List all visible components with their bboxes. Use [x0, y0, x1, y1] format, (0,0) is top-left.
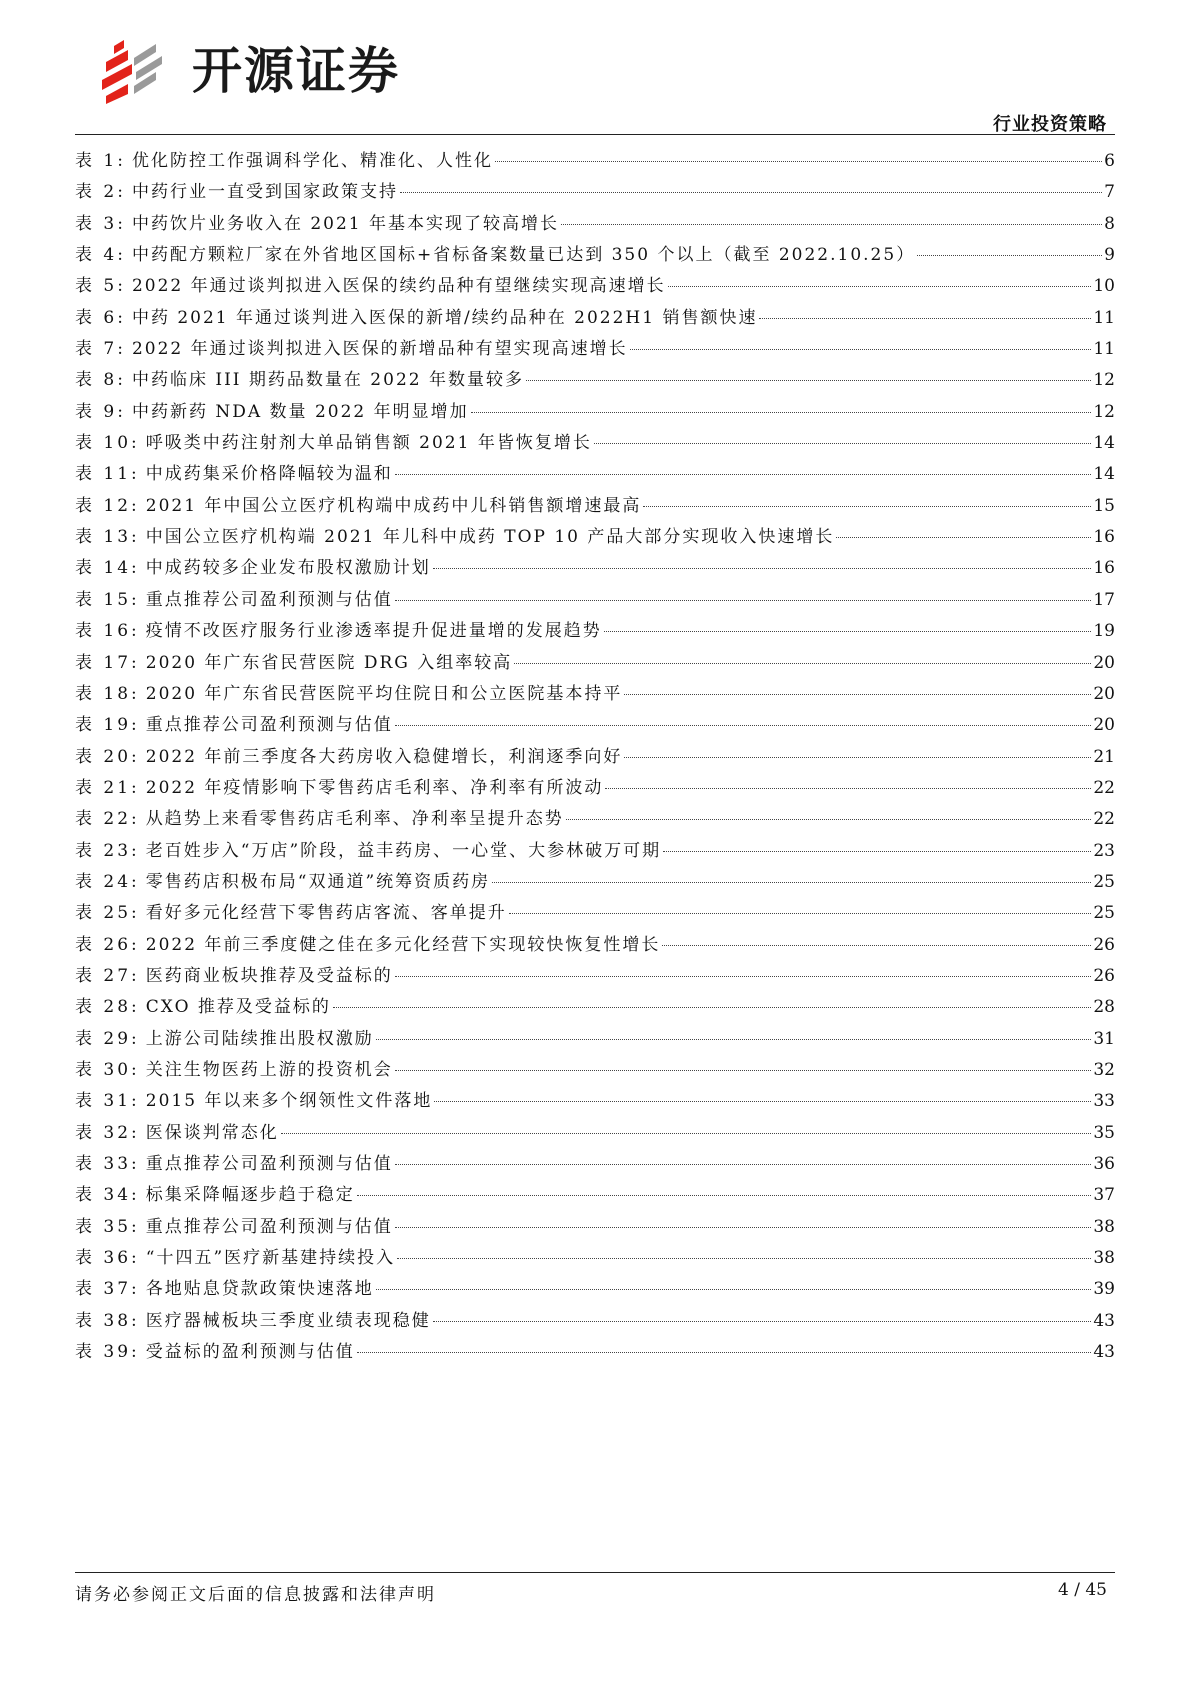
toc-entry-page: 20 — [1093, 652, 1115, 673]
toc-dot-leader — [566, 819, 1092, 820]
brand-name: 开源证券 — [192, 42, 400, 100]
toc-entry-page: 37 — [1093, 1185, 1115, 1206]
toc-dot-leader — [395, 976, 1092, 977]
toc-entry-page: 31 — [1093, 1028, 1115, 1049]
toc-entry-title: 中国公立医疗机构端 2021 年儿科中成药 TOP 10 产品大部分实现收入快速增长 — [145, 527, 835, 548]
toc-entry-label: 表 27: — [75, 965, 140, 986]
toc-entry-page: 12 — [1093, 370, 1115, 391]
brand-logo — [98, 36, 400, 106]
footer-disclaimer: 请务必参阅正文后面的信息披露和法律声明 — [75, 1585, 436, 1605]
toc-dot-leader — [509, 913, 1092, 914]
toc-entry[interactable] — [75, 1055, 1115, 1086]
toc-dot-leader — [643, 506, 1091, 507]
toc-dot-leader — [400, 192, 1102, 193]
toc-entry[interactable] — [75, 553, 1115, 584]
toc-entry-label: 表 35: — [75, 1216, 140, 1237]
toc-entry-page: 26 — [1093, 965, 1115, 986]
toc-dot-leader — [471, 412, 1092, 413]
toc-entry-page: 43 — [1093, 1310, 1115, 1331]
toc-dot-leader — [495, 161, 1102, 162]
toc-entry-page: 10 — [1093, 276, 1115, 297]
toc-dot-leader — [630, 349, 1092, 350]
toc-entry-page: 8 — [1104, 213, 1115, 234]
toc-entry-title: 零售药店积极布局“双通道”统筹资质药房 — [145, 871, 491, 892]
toc-entry-title: 中药饮片业务收入在 2021 年基本实现了较高增长 — [131, 213, 560, 234]
toc-entry[interactable] — [75, 1243, 1115, 1274]
toc-entry[interactable] — [75, 491, 1115, 522]
toc-entry-title: 中药临床 III 期药品数量在 2022 年数量较多 — [131, 370, 524, 391]
toc-entry-title: 2022 年前三季度健之佳在多元化经营下实现较快恢复性增长 — [145, 934, 661, 955]
toc-dot-leader — [433, 568, 1092, 569]
toc-dot-leader — [759, 318, 1091, 319]
toc-entry[interactable] — [75, 836, 1115, 867]
toc-entry-title: 中药行业一直受到国家政策支持 — [131, 182, 398, 203]
toc-dot-leader — [514, 663, 1091, 664]
toc-entry[interactable] — [75, 1024, 1115, 1055]
toc-entry-label: 表 7: — [75, 339, 126, 360]
toc-dot-leader — [357, 1195, 1092, 1196]
toc-entry[interactable] — [75, 1180, 1115, 1211]
toc-entry[interactable] — [75, 365, 1115, 396]
toc-entry-label: 表 17: — [75, 652, 140, 673]
toc-entry-title: 各地贴息贷款政策快速落地 — [145, 1279, 374, 1300]
toc-dot-leader — [624, 694, 1091, 695]
toc-entry-label: 表 33: — [75, 1154, 140, 1174]
toc-entry-page: 38 — [1093, 1216, 1115, 1237]
toc-entry-title: 重点推荐公司盈利预测与估值 — [145, 1154, 393, 1174]
toc-dot-leader — [662, 945, 1091, 946]
toc-entry-page: 12 — [1093, 401, 1115, 422]
toc-entry[interactable] — [75, 1086, 1115, 1117]
toc-dot-leader — [561, 224, 1102, 225]
toc-entry-title: 2022 年通过谈判拟进入医保的新增品种有望实现高速增长 — [131, 339, 628, 360]
toc-entry[interactable] — [75, 1274, 1115, 1305]
toc-dot-leader — [395, 1164, 1092, 1165]
toc-entry-page: 35 — [1093, 1122, 1115, 1143]
toc-entry-label: 表 4: — [75, 245, 126, 266]
toc-entry-label: 表 3: — [75, 213, 126, 234]
toc-dot-leader — [605, 788, 1091, 789]
toc-entry[interactable] — [75, 1149, 1115, 1180]
toc-entry-page: 32 — [1093, 1059, 1115, 1080]
toc-dot-leader — [395, 474, 1092, 475]
toc-entry-label: 表 12: — [75, 495, 140, 516]
toc-entry-title: 2022 年通过谈判拟进入医保的续约品种有望继续实现高速增长 — [131, 276, 666, 297]
toc-dot-leader — [594, 443, 1092, 444]
toc-entry-page: 14 — [1093, 464, 1115, 485]
toc-entry[interactable] — [75, 804, 1115, 835]
toc-entry-title: 2022 年前三季度各大药房收入稳健增长，利润逐季向好 — [145, 746, 623, 767]
toc-entry[interactable] — [75, 585, 1115, 616]
toc-entry-title: 2021 年中国公立医疗机构端中成药中儿科销售额增速最高 — [145, 495, 642, 516]
toc-entry-page: 11 — [1093, 307, 1115, 328]
toc-entry-title: 关注生物医药上游的投资机会 — [145, 1059, 393, 1080]
toc-entry-page: 20 — [1093, 715, 1115, 736]
toc-entry[interactable] — [75, 522, 1115, 553]
toc-entry-page: 17 — [1093, 589, 1115, 610]
toc-entry[interactable] — [75, 742, 1115, 773]
toc-dot-leader — [492, 882, 1091, 883]
footer-divider — [75, 1572, 1115, 1573]
toc-entry-label: 表 11: — [75, 464, 140, 485]
toc-entry-page: 22 — [1093, 777, 1115, 798]
toc-entry-page: 14 — [1093, 433, 1115, 454]
toc-entry[interactable] — [75, 648, 1115, 679]
toc-entry-title: 重点推荐公司盈利预测与估值 — [145, 1216, 393, 1237]
toc-dot-leader — [357, 1352, 1092, 1353]
toc-entry-label: 表 34: — [75, 1185, 140, 1206]
toc-entry-label: 表 15: — [75, 589, 140, 610]
header-divider — [75, 134, 1115, 135]
toc-entry[interactable] — [75, 303, 1115, 334]
toc-entry-label: 表 10: — [75, 433, 140, 454]
toc-entry-title: 2015 年以来多个纲领性文件落地 — [145, 1091, 433, 1112]
toc-entry-title: 看好多元化经营下零售药店客流、客单提升 — [145, 903, 507, 924]
toc-entry-page: 33 — [1093, 1091, 1115, 1112]
toc-entry-label: 表 26: — [75, 934, 140, 955]
toc-entry-page: 28 — [1093, 997, 1115, 1018]
toc-entry-title: 中药新药 NDA 数量 2022 年明显增加 — [131, 401, 469, 422]
toc-entry-title: “十四五”医疗新基建持续投入 — [145, 1248, 396, 1269]
toc-entry-label: 表 9: — [75, 401, 126, 422]
toc-entry[interactable] — [75, 1212, 1115, 1243]
toc-entry-label: 表 22: — [75, 809, 140, 830]
toc-entry-page: 36 — [1093, 1154, 1115, 1174]
toc-dot-leader — [395, 600, 1092, 601]
toc-entry-title: 呼吸类中药注射剂大单品销售额 2021 年皆恢复增长 — [145, 433, 592, 454]
toc-entry[interactable] — [75, 961, 1115, 992]
toc-entry-page: 20 — [1093, 683, 1115, 704]
toc-dot-leader — [397, 1258, 1091, 1259]
toc-entry-label: 表 20: — [75, 746, 140, 767]
toc-dot-leader — [395, 1070, 1092, 1071]
toc-entry-page: 16 — [1093, 527, 1115, 548]
toc-dot-leader — [663, 851, 1091, 852]
toc-entry-label: 表 25: — [75, 903, 140, 924]
toc-entry-label: 表 29: — [75, 1028, 140, 1049]
toc-entry-title: 老百姓步入“万店”阶段，益丰药房、一心堂、大参林破万可期 — [145, 840, 662, 861]
toc-entry-page: 39 — [1093, 1279, 1115, 1300]
toc-entry-label: 表 36: — [75, 1248, 140, 1269]
toc-entry-label: 表 8: — [75, 370, 126, 391]
toc-entry-title: 2020 年广东省民营医院 DRG 入组率较高 — [145, 652, 513, 673]
toc-entry-title: 医药商业板块推荐及受益标的 — [145, 965, 393, 986]
toc-entry[interactable] — [75, 992, 1115, 1023]
toc-entry[interactable] — [75, 1337, 1115, 1368]
toc-entry-title: 上游公司陆续推出股权激励 — [145, 1028, 374, 1049]
toc-dot-leader — [376, 1289, 1092, 1290]
toc-entry-page: 38 — [1093, 1248, 1115, 1269]
toc-entry-label: 表 23: — [75, 840, 140, 861]
toc-entry-label: 表 14: — [75, 558, 140, 579]
toc-entry[interactable] — [75, 1306, 1115, 1337]
toc-entry[interactable] — [75, 898, 1115, 929]
toc-dot-leader — [281, 1133, 1092, 1134]
toc-entry-title: 中药配方颗粒厂家在外省地区国标+省标备案数量已达到 350 个以上（截至 2022.10.25） — [131, 245, 916, 266]
page-number: 4 / 45 — [1058, 1580, 1107, 1600]
toc-entry-label: 表 30: — [75, 1059, 140, 1080]
toc-entry-label: 表 31: — [75, 1091, 140, 1112]
table-of-tables — [75, 146, 1115, 1368]
toc-entry-title: 受益标的盈利预测与估值 — [145, 1342, 355, 1363]
toc-entry-label: 表 38: — [75, 1310, 140, 1331]
toc-entry[interactable] — [75, 428, 1115, 459]
toc-entry[interactable] — [75, 773, 1115, 804]
toc-entry-page: 19 — [1093, 621, 1115, 642]
toc-entry[interactable] — [75, 459, 1115, 490]
toc-entry-label: 表 32: — [75, 1122, 140, 1143]
toc-dot-leader — [624, 757, 1091, 758]
toc-entry-label: 表 2: — [75, 182, 126, 203]
toc-entry-title: 标集采降幅逐步趋于稳定 — [145, 1185, 355, 1206]
toc-entry-page: 11 — [1093, 339, 1115, 360]
toc-entry-page: 25 — [1093, 871, 1115, 892]
toc-entry[interactable] — [75, 930, 1115, 961]
toc-entry-page: 23 — [1093, 840, 1115, 861]
toc-entry-page: 43 — [1093, 1342, 1115, 1363]
toc-entry[interactable] — [75, 146, 1115, 177]
toc-entry[interactable] — [75, 397, 1115, 428]
toc-entry-label: 表 18: — [75, 683, 140, 704]
toc-entry[interactable] — [75, 177, 1115, 208]
toc-entry-label: 表 1: — [75, 151, 126, 171]
toc-entry[interactable] — [75, 271, 1115, 302]
toc-entry[interactable] — [75, 209, 1115, 240]
toc-dot-leader — [836, 537, 1091, 538]
toc-entry-page: 9 — [1104, 245, 1115, 266]
toc-dot-leader — [668, 286, 1092, 287]
toc-entry-page: 21 — [1093, 746, 1115, 767]
toc-entry-title: 医疗器械板块三季度业绩表现稳健 — [145, 1310, 431, 1331]
toc-entry-title: 中成药较多企业发布股权激励计划 — [145, 558, 431, 579]
toc-entry-title: 优化防控工作强调科学化、精准化、人性化 — [131, 151, 493, 171]
toc-dot-leader — [917, 255, 1102, 256]
toc-entry-title: 中成药集采价格降幅较为温和 — [145, 464, 393, 485]
toc-entry-page: 15 — [1093, 495, 1115, 516]
toc-dot-leader — [526, 380, 1091, 381]
toc-entry-label: 表 37: — [75, 1279, 140, 1300]
toc-dot-leader — [395, 1227, 1092, 1228]
report-category: 行业投资策略 — [993, 114, 1107, 135]
toc-entry-title: 中药 2021 年通过谈判进入医保的新增/续约品种在 2022H1 销售额快速 — [131, 307, 758, 328]
toc-entry-title: 疫情不改医疗服务行业渗透率提升促进量增的发展趋势 — [145, 621, 602, 642]
toc-entry[interactable] — [75, 867, 1115, 898]
toc-entry-title: CXO 推荐及受益标的 — [145, 997, 331, 1018]
toc-entry-label: 表 6: — [75, 307, 126, 328]
toc-dot-leader — [604, 631, 1092, 632]
toc-entry-label: 表 13: — [75, 527, 140, 548]
toc-entry-title: 重点推荐公司盈利预测与估值 — [145, 715, 393, 736]
kaiyuan-logo-icon — [98, 36, 182, 106]
toc-entry-title: 2020 年广东省民营医院平均住院日和公立医院基本持平 — [145, 683, 623, 704]
toc-dot-leader — [333, 1007, 1091, 1008]
toc-entry-page: 25 — [1093, 903, 1115, 924]
toc-entry-page: 6 — [1104, 151, 1115, 171]
toc-entry-page: 16 — [1093, 558, 1115, 579]
toc-entry-label: 表 21: — [75, 777, 140, 798]
toc-entry-label: 表 39: — [75, 1342, 140, 1363]
toc-entry[interactable] — [75, 240, 1115, 271]
toc-dot-leader — [376, 1039, 1092, 1040]
toc-entry-label: 表 28: — [75, 997, 140, 1018]
toc-entry-title: 从趋势上来看零售药店毛利率、净利率呈提升态势 — [145, 809, 564, 830]
toc-entry[interactable] — [75, 710, 1115, 741]
toc-entry-label: 表 5: — [75, 276, 126, 297]
toc-entry[interactable] — [75, 1118, 1115, 1149]
toc-entry-title: 重点推荐公司盈利预测与估值 — [145, 589, 393, 610]
toc-entry[interactable] — [75, 679, 1115, 710]
toc-entry-page: 22 — [1093, 809, 1115, 830]
toc-dot-leader — [433, 1321, 1092, 1322]
toc-entry-title: 医保谈判常态化 — [145, 1122, 279, 1143]
toc-entry-label: 表 19: — [75, 715, 140, 736]
toc-dot-leader — [434, 1101, 1091, 1102]
toc-entry-label: 表 16: — [75, 621, 140, 642]
toc-entry-title: 2022 年疫情影响下零售药店毛利率、净利率有所波动 — [145, 777, 604, 798]
toc-entry-label: 表 24: — [75, 871, 140, 892]
toc-dot-leader — [395, 725, 1092, 726]
toc-entry[interactable] — [75, 334, 1115, 365]
toc-entry-page: 7 — [1104, 182, 1115, 203]
toc-entry-page: 26 — [1093, 934, 1115, 955]
toc-entry[interactable] — [75, 616, 1115, 647]
